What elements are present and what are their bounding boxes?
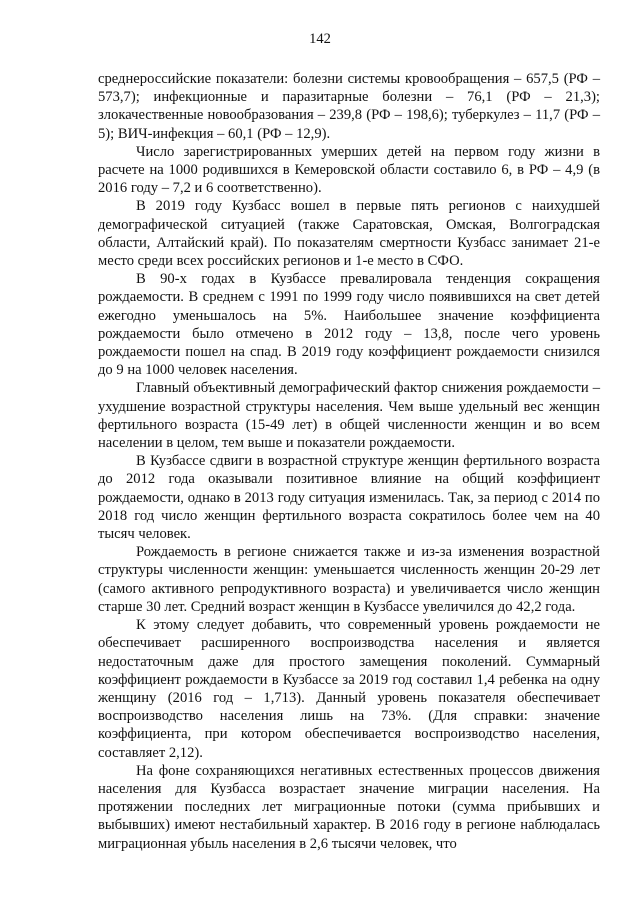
paragraph-6: В Кузбассе сдвиги в возрастной структуре женщин фертильного возраста до 2012 года оказывали позитивное влияние на общий коэффициент рождаемости, однако в 2013 году ситуация изменилась. Так, за период с 2014 по 2018 год число женщин фертильного возраста сократилось более чем на 40 тысяч человек. — [98, 453, 600, 543]
paragraph-4: В 90-х годах в Кузбассе превалировала тенденция сокращения рождаемости. В среднем с 1991 по 1999 году число появившихся на свет детей ежегодно уменьшалось на 5%. Наибольшее значение коэффициента рождаемости было отмечено в 2012 году – 13,8, после чего уровень рождаемости пошел на спад. В 2019 году коэффициент рождаемости снизился до 9 на 1000 человек населения. — [98, 271, 600, 379]
paragraph-7: Рождаемость в регионе снижается также и из-за изменения возрастной структуры численности женщин: уменьшается численность женщин 20-29 лет (самого активного репродуктивного возраста) и увеличивается число женщин старше 30 лет. Средний возраст женщин в Кузбассе увеличился до 42,2 года. — [98, 544, 600, 615]
paragraph-2: Число зарегистрированных умерших детей на первом году жизни в расчете на 1000 родившихся в Кемеровской области составило 6, в РФ – 4,9 (в 2016 году – 7,2 и 6 соответственно). — [98, 143, 600, 197]
paragraph-5: Главный объективный демографический фактор снижения рождаемости – ухудшение возрастной структуры населения. Чем выше удельный вес женщин фертильного возраста (15-49 лет) в общей численности женщин и во всем населении в целом, тем выше и показатели рождаемости. — [98, 380, 600, 452]
paragraph-9: На фоне сохраняющихся негативных естественных процессов движения населения для Кузбасса возрастает значение миграции населения. На протяжении последних лет миграционные потоки (сумма прибывших и выбывших) имеют нестабильный характер. В 2016 году в регионе наблюдалась миграционная убыль населения в 2,6 тысячи человек, что — [98, 762, 600, 852]
paragraph-1: среднероссийские показатели: болезни системы кровообращения – 657,5 (РФ – 573,7); инфекционные и паразитарные болезни – 76,1 (РФ – 21,3); злокачественные новообразования – 239,8 (РФ – 198,6); туберкулез – 11,7 (РФ – 5); ВИЧ-инфекция – 60,1 (РФ – 12,9). — [98, 71, 600, 142]
paragraph-3: В 2019 году Кузбасс вошел в первые пять регионов с наихудшей демографической ситуацией (также Саратовская, Омская, Волгоградская области, Алтайский край). По показателям смертности Кузбасс занимает 21-е место среди всех российских регионов и 1-е место в СФО. — [98, 198, 600, 270]
body-text — [98, 70, 600, 853]
paragraph-8: К этому следует добавить, что современный уровень рождаемости не обеспечивает расширенного воспроизводства населения и является недостаточным даже для простого замещения поколений. Суммарный коэффициент рождаемости в Кузбассе за 2019 год составил 1,4 ребенка на одну женщину (2016 год – 1,713). Данный уровень показателя обеспечивает воспроизводство населения лишь на 73%. (Для справки: значение коэффициента, при котором обеспечивается воспроизводство населения, составляет 2,12). — [98, 617, 600, 761]
page-number: 142 — [309, 31, 331, 47]
